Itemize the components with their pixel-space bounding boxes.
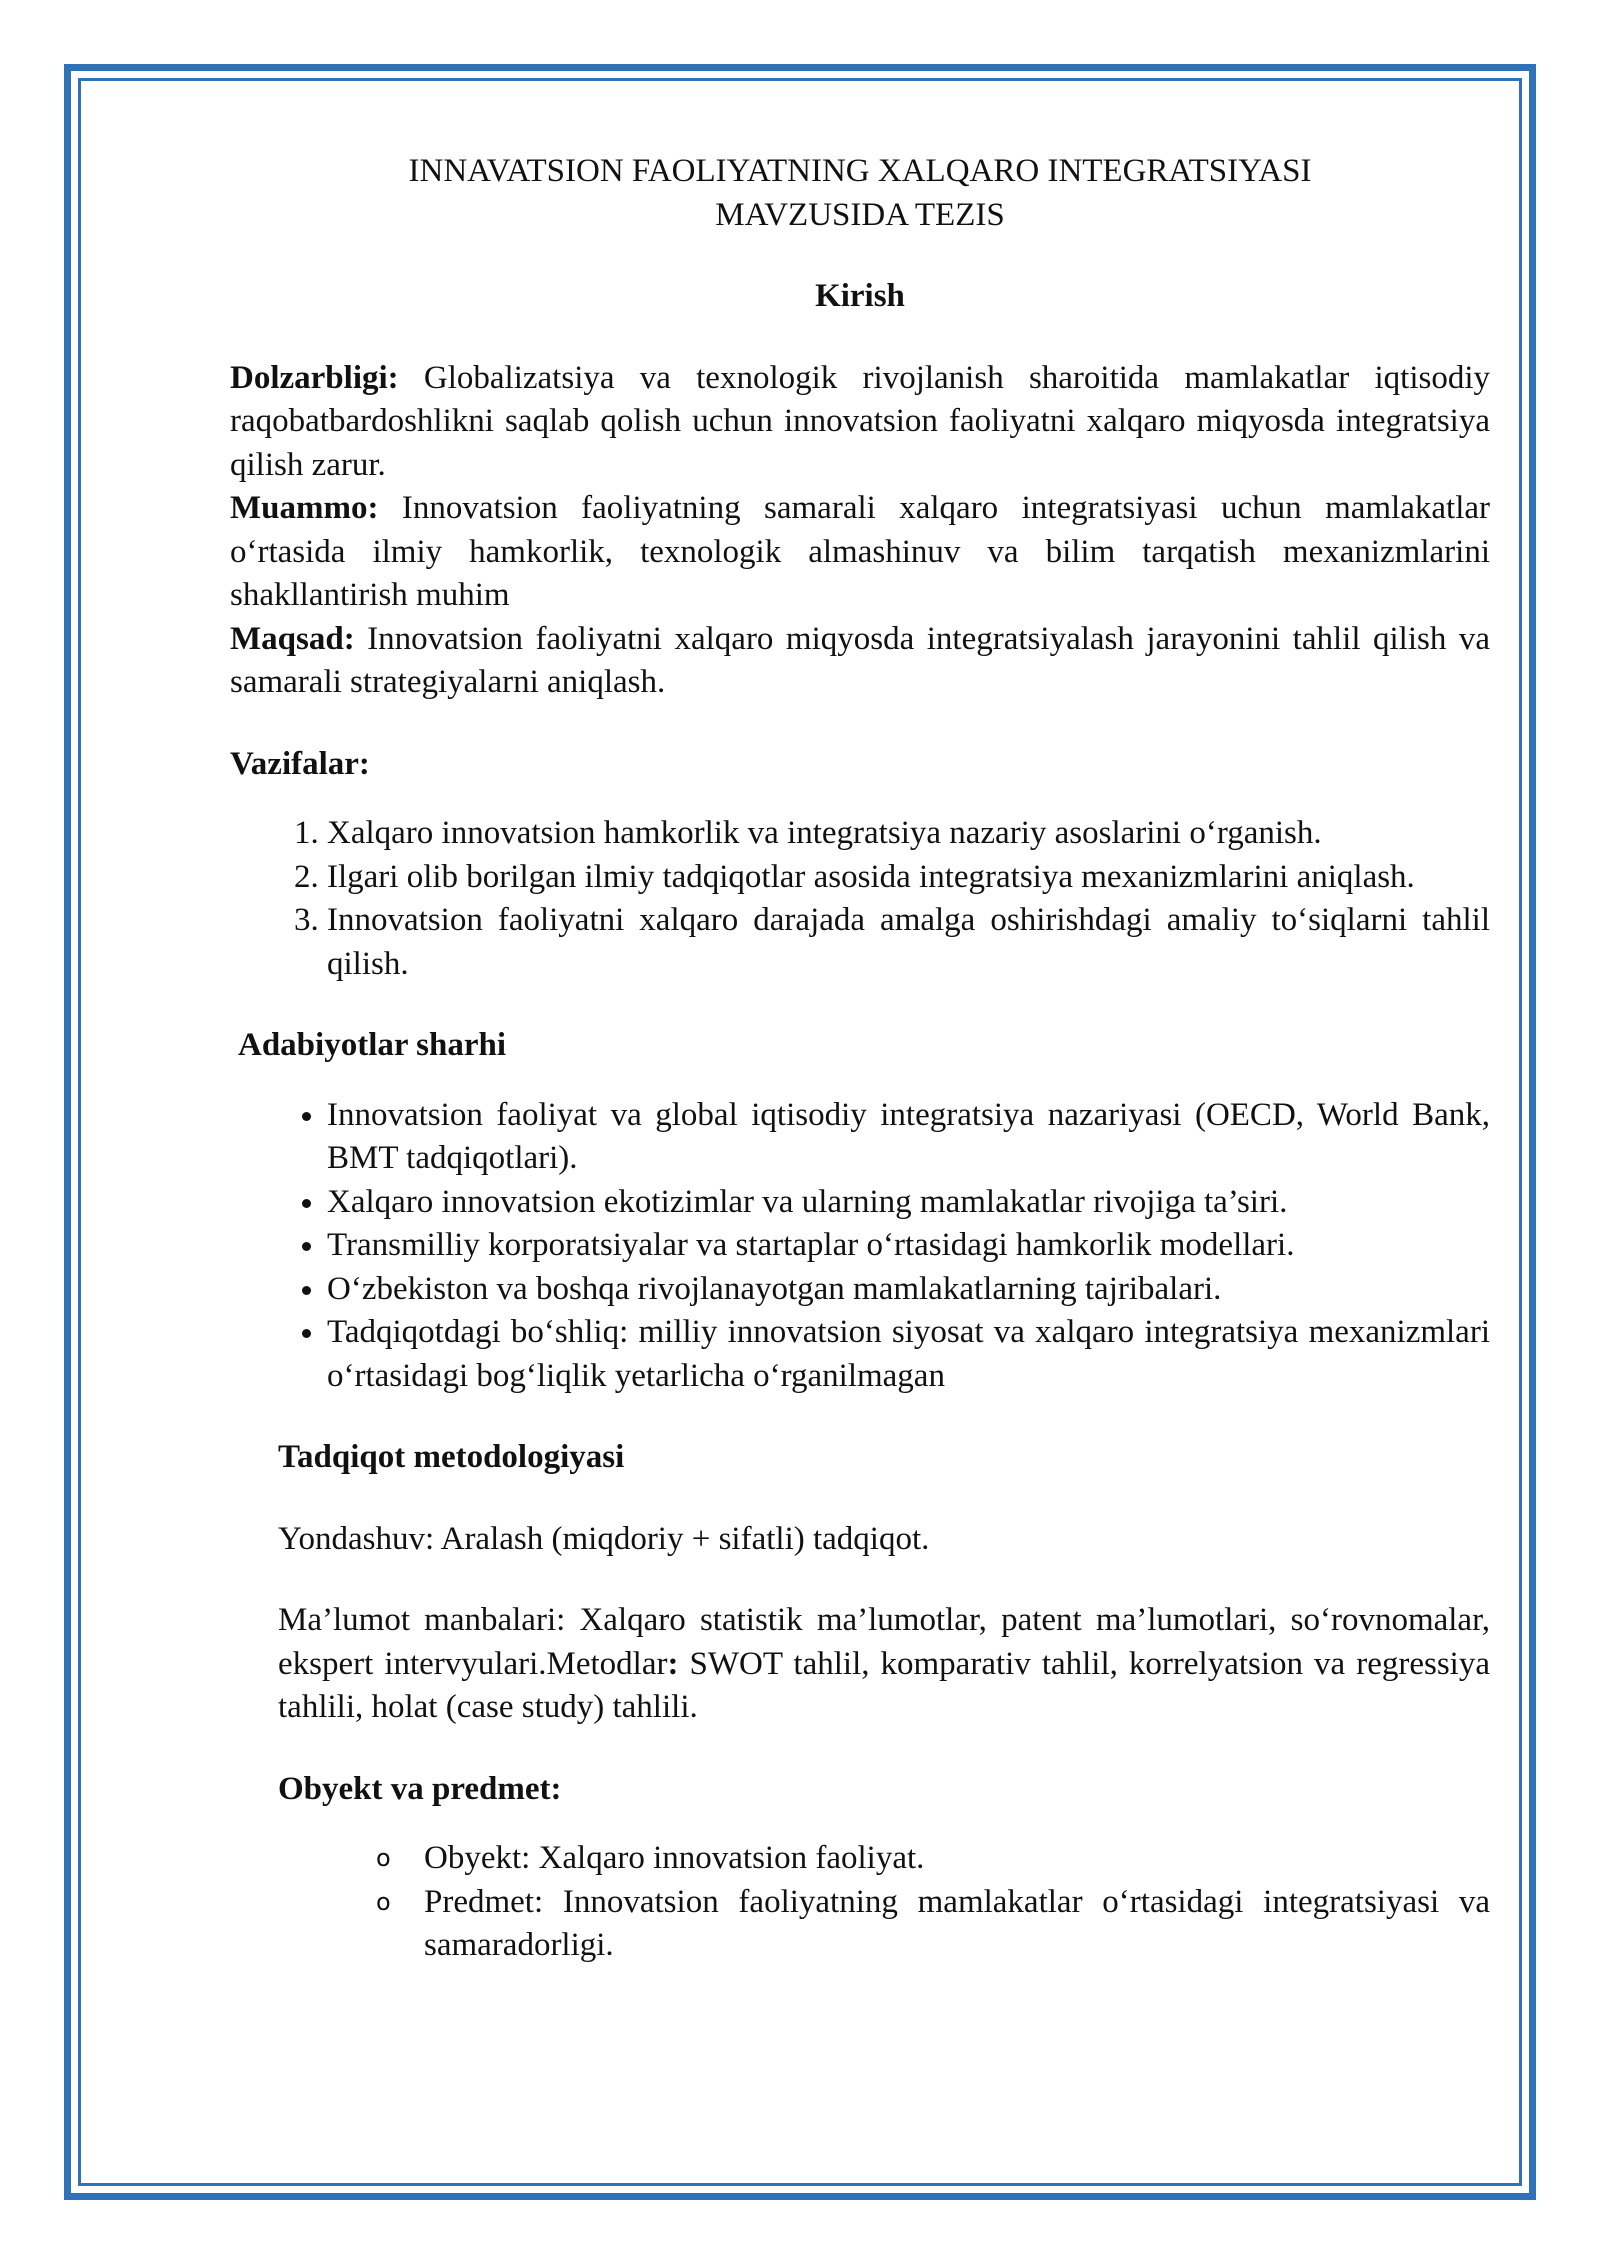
maqsad-label: Maqsad: — [230, 620, 355, 657]
list-item: 2. Ilgari olib borilgan ilmiy tadqiqotlar asosida integratsiya mexanizmlarini aniqlash. — [327, 856, 1490, 900]
muammo-paragraph — [230, 487, 1490, 618]
document-body — [230, 150, 1490, 1968]
obyekt-list — [230, 1837, 1490, 1968]
obyekt-heading: Obyekt va predmet: — [278, 1770, 562, 1807]
metodologiya-heading: Tadqiqot metodologiyasi — [278, 1439, 625, 1475]
manbalar-text: Ma’lumot manbalari: Xalqaro statistik ma’lumotlar, patent ma’lumotlari, so‘rovnomalar, ekspert intervyulari.Metodlar — [278, 1602, 1490, 1682]
list-item: • O‘zbekiston va boshqa rivojlanayotgan mamlakatlarning tajribalari. — [327, 1268, 1490, 1312]
adabiyotlar-heading: Adabiyotlar sharhi — [238, 1027, 507, 1063]
dolzarbligi-label: Dolzarbligi: — [230, 359, 399, 396]
maqsad-paragraph — [230, 618, 1490, 705]
dolzarbligi-text: Globalizatsiya va texnologik rivojlanish sharoitida mamlakatlar iqtisodiy raqobatbardoshlikni saqlab qolish uchun innovatsion faoliyatni xalqaro miqyosda integratsiya qilish zarur. — [230, 359, 1490, 483]
muammo-label: Muammo: — [230, 490, 379, 526]
manbalar-paragraph — [278, 1599, 1490, 1730]
intro-heading: Kirish — [815, 278, 905, 314]
list-item: o Obyekt: Xalqaro innovatsion faoliyat. — [424, 1837, 1490, 1881]
vazifalar-list — [230, 812, 1490, 986]
metodlar-text: SWOT tahlil, komparativ tahlil, korrelyatsion va regressiya tahlili, holat (case study) tahlili. — [278, 1645, 1490, 1725]
list-item: o Predmet: Innovatsion faoliyatning mamlakatlar o‘rtasidagi integratsiyasi va samaradorligi. — [424, 1881, 1490, 1968]
adabiyotlar-list — [230, 1094, 1490, 1399]
list-item: 1. Xalqaro innovatsion hamkorlik va integratsiya nazariy asoslarini o‘rganish. — [327, 812, 1490, 856]
title-line-1: INNAVATSION FAOLIYATNING XALQARO INTEGRATSIYASI — [408, 153, 1312, 189]
circle-bullet-icon: o — [376, 1844, 391, 1872]
maqsad-text: Innovatsion faoliyatni xalqaro miqyosda integratsiyalash jarayonini tahlil qilish va samarali strategiyalarni aniqlash. — [230, 620, 1490, 700]
dolzarbligi-paragraph — [230, 357, 1490, 488]
list-item: • Innovatsion faoliyat va global iqtisodiy integratsiya nazariyasi (OECD, World Bank, BMT tadqiqotlari). — [327, 1094, 1490, 1181]
list-item: • Transmilliy korporatsiyalar va startaplar o‘rtasidagi hamkorlik modellari. — [327, 1224, 1490, 1268]
list-item: 3. Innovatsion faoliyatni xalqaro darajada amalga oshirishdagi amaliy to‘siqlarni tahlil qilish. — [327, 899, 1490, 986]
yondashuv-paragraph: Yondashuv: Aralash (miqdoriy + sifatli) tadqiqot. — [278, 1520, 930, 1557]
title-line-2: MAVZUSIDA TEZIS — [715, 196, 1005, 233]
muammo-text: Innovatsion faoliyatning samarali xalqaro integratsiyasi uchun mamlakatlar o‘rtasida ilmiy hamkorlik, texnologik almashinuv va bilim tarqatish mexanizmlarini shakllantirish muhim — [230, 490, 1490, 613]
vazifalar-heading: Vazifalar: — [230, 745, 370, 782]
document-title — [230, 150, 1490, 237]
metodlar-colon: : — [667, 1645, 679, 1682]
list-item: • Tadqiqotdagi bo‘shliq: milliy innovatsion siyosat va xalqaro integratsiya mexanizmlari o‘rtasidagi bog‘liqlik yetarlicha o‘rganilmagan — [327, 1311, 1490, 1398]
circle-bullet-icon: o — [376, 1887, 391, 1916]
list-item: • Xalqaro innovatsion ekotizimlar va ularning mamlakatlar rivojiga ta’siri. — [327, 1181, 1490, 1225]
